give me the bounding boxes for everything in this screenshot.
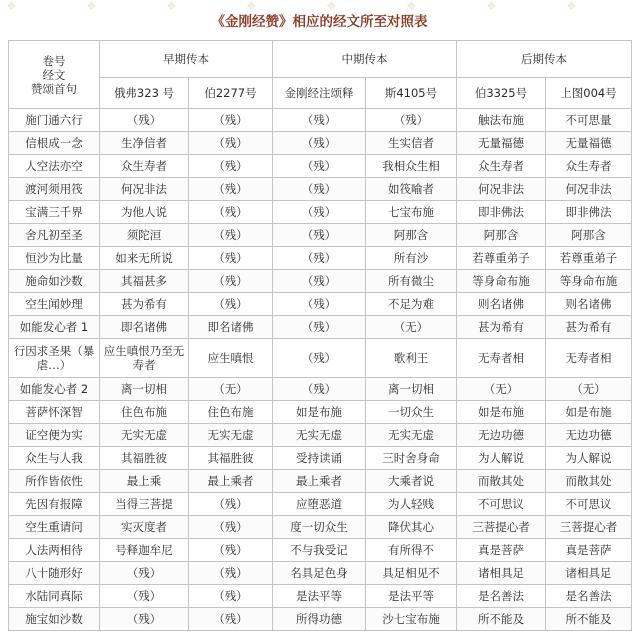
- manuscript-cell: （残）: [189, 516, 273, 539]
- manuscript-cell: 无实无虚: [366, 424, 457, 447]
- table-row: [9, 109, 632, 132]
- manuscript-cell: 阿那含: [366, 224, 457, 247]
- table-row: [9, 201, 632, 224]
- manuscript-cell: （残）: [273, 270, 366, 293]
- manuscript-cell: 所有微尘: [366, 270, 457, 293]
- manuscript-cell: 离一切相: [366, 378, 457, 401]
- verse-cell: 信根成一念: [9, 132, 100, 155]
- table-row: [9, 339, 632, 378]
- manuscript-cell: （残）: [273, 339, 366, 378]
- manuscript-cell: 诸相具足: [546, 562, 632, 585]
- manuscript-cell: （残）: [189, 493, 273, 516]
- manuscript-cell: 名具足色身: [273, 562, 366, 585]
- table-row: [9, 585, 632, 608]
- manuscript-cell: 无寿者相: [457, 339, 546, 378]
- manuscript-header: 俄弗323 号: [100, 78, 189, 109]
- manuscript-cell: 所得功德: [273, 608, 366, 631]
- manuscript-header: 斯4105号: [366, 78, 457, 109]
- manuscript-cell: 甚为希有: [457, 316, 546, 339]
- manuscript-cell: 无量福德: [546, 132, 632, 155]
- verse-cell: 舍凡初至圣: [9, 224, 100, 247]
- manuscript-cell: 号释迦牟尼: [100, 539, 189, 562]
- manuscript-cell: 生净信者: [100, 132, 189, 155]
- manuscript-cell: （残）: [366, 109, 457, 132]
- manuscript-cell: （无）: [189, 378, 273, 401]
- manuscript-cell: 无量福德: [457, 132, 546, 155]
- page-title: 《金刚经赞》相应的经文所至对照表: [211, 14, 428, 30]
- manuscript-cell: （无）: [546, 378, 632, 401]
- verse-cell: 人法两相待: [9, 539, 100, 562]
- table-row: [9, 224, 632, 247]
- manuscript-cell: 是法平等: [273, 585, 366, 608]
- manuscript-cell: 其福甚多: [100, 270, 189, 293]
- manuscript-cell: 是名善法: [546, 585, 632, 608]
- manuscript-header: 伯2277号: [189, 78, 273, 109]
- table-row: [9, 132, 632, 155]
- comparison-table: [8, 40, 632, 631]
- corner-label-juanhao: 卷号: [42, 53, 66, 68]
- manuscript-cell: 不可思议: [457, 493, 546, 516]
- verse-cell: 宝满三千界: [9, 201, 100, 224]
- manuscript-cell: 具足相见不: [366, 562, 457, 585]
- table-row: [9, 401, 632, 424]
- period-header-early: 早期传本: [100, 41, 273, 78]
- verse-cell: 施门通六行: [9, 109, 100, 132]
- manuscript-cell: （残）: [189, 109, 273, 132]
- manuscript-cell: 若尊重弟子: [546, 247, 632, 270]
- manuscript-cell: 不足为难: [366, 293, 457, 316]
- manuscript-cell: 其福胜彼: [189, 447, 273, 470]
- manuscript-cell: 即名诸佛: [100, 316, 189, 339]
- verse-cell: 如能发心者 1: [9, 316, 100, 339]
- manuscript-cell: 无边功德: [457, 424, 546, 447]
- manuscript-cell: 无实无虚: [273, 424, 366, 447]
- manuscript-cell: 如是布施: [273, 401, 366, 424]
- manuscript-cell: 若尊重弟子: [457, 247, 546, 270]
- manuscript-cell: （残）: [273, 293, 366, 316]
- manuscript-cell: 则名诸佛: [457, 293, 546, 316]
- manuscript-cell: 阿那含: [546, 224, 632, 247]
- manuscript-cell: 应堕恶道: [273, 493, 366, 516]
- manuscript-cell: （残）: [273, 132, 366, 155]
- manuscript-cell: 为人解说: [457, 447, 546, 470]
- manuscript-cell: 受持读诵: [273, 447, 366, 470]
- manuscript-cell: 即非佛法: [546, 201, 632, 224]
- table-row: [9, 293, 632, 316]
- manuscript-cell: （残）: [273, 316, 366, 339]
- manuscript-cell: （残）: [189, 608, 273, 631]
- manuscript-cell: 三菩提心者: [546, 516, 632, 539]
- manuscript-cell: 触法布施: [457, 109, 546, 132]
- ornament-icon: ❖: [486, 0, 497, 10]
- decorative-top-band: [0, 0, 639, 10]
- manuscript-cell: 即非佛法: [457, 201, 546, 224]
- ornament-icon: ❖: [326, 0, 337, 10]
- table-body: [9, 109, 632, 631]
- ornament-icon: ❖: [406, 0, 417, 10]
- manuscript-cell: 等身命布施: [457, 270, 546, 293]
- manuscript-cell: 应生嗔恨: [189, 339, 273, 378]
- manuscript-cell: 如是布施: [457, 401, 546, 424]
- manuscript-cell: （残）: [273, 109, 366, 132]
- table-row: [9, 470, 632, 493]
- manuscript-cell: 是名善法: [457, 585, 546, 608]
- manuscript-cell: 无边功德: [546, 424, 632, 447]
- manuscript-cell: 众生寿者: [457, 155, 546, 178]
- table-row: [9, 562, 632, 585]
- ornament-icon: ❖: [86, 0, 97, 10]
- table-row: [9, 155, 632, 178]
- manuscript-cell: （残）: [100, 109, 189, 132]
- verse-cell: 渡河须用筏: [9, 178, 100, 201]
- manuscript-cell: 沙七宝布施: [366, 608, 457, 631]
- manuscript-cell: 众生寿者: [546, 155, 632, 178]
- manuscript-cell: 歌利王: [366, 339, 457, 378]
- manuscript-cell: 真是菩萨: [546, 539, 632, 562]
- manuscript-cell: （残）: [189, 562, 273, 585]
- manuscript-cell: 所有沙: [366, 247, 457, 270]
- verse-cell: 空生闻妙理: [9, 293, 100, 316]
- manuscript-cell: 实灭度者: [100, 516, 189, 539]
- verse-cell: 人空法亦空: [9, 155, 100, 178]
- verse-cell: 施宝如沙数: [9, 608, 100, 631]
- ornament-icon: ❖: [246, 0, 257, 10]
- manuscript-cell: 无实无虚: [100, 424, 189, 447]
- manuscript-cell: （残）: [273, 155, 366, 178]
- manuscript-cell: （残）: [189, 247, 273, 270]
- manuscript-cell: 最上乘者: [273, 470, 366, 493]
- manuscript-cell: （残）: [189, 178, 273, 201]
- manuscript-cell: （残）: [189, 155, 273, 178]
- ornament-icon: ❖: [566, 0, 577, 10]
- verse-cell: 众生与人我: [9, 447, 100, 470]
- manuscript-cell: （残）: [189, 539, 273, 562]
- manuscript-cell: 众生寿者: [100, 155, 189, 178]
- corner-label-zansong: 赞颂首句: [31, 81, 77, 96]
- manuscript-cell: 应生嗔恨乃至无寿者: [100, 339, 189, 378]
- manuscript-cell: 则名诸佛: [546, 293, 632, 316]
- verse-cell: 行因求圣果（暴虐…）: [9, 339, 100, 378]
- manuscript-cell: 何况非法: [100, 178, 189, 201]
- manuscript-cell: 是法平等: [366, 585, 457, 608]
- table-row: [9, 539, 632, 562]
- table-row: [9, 316, 632, 339]
- manuscript-cell: 为人轻贱: [366, 493, 457, 516]
- manuscript-cell: （残）: [273, 201, 366, 224]
- manuscript-cell: 无寿者相: [546, 339, 632, 378]
- manuscript-cell: 住色布施: [100, 401, 189, 424]
- manuscript-cell: 为他人说: [100, 201, 189, 224]
- table-row: [9, 378, 632, 401]
- manuscript-cell: （残）: [273, 224, 366, 247]
- manuscript-cell: 而散其处: [457, 470, 546, 493]
- verse-cell: 恒沙为比量: [9, 247, 100, 270]
- manuscript-cell: 如是布施: [546, 401, 632, 424]
- manuscript-cell: 我相众生相: [366, 155, 457, 178]
- period-header-late: 后期传本: [457, 41, 632, 78]
- manuscript-cell: 如筏喻者: [366, 178, 457, 201]
- manuscript-cell: 真是菩萨: [457, 539, 546, 562]
- period-header-middle: 中期传本: [273, 41, 457, 78]
- manuscript-cell: 何况非法: [546, 178, 632, 201]
- manuscript-cell: 甚为希有: [100, 293, 189, 316]
- manuscript-cell: 三时舍身命: [366, 447, 457, 470]
- manuscript-header: 金刚经注颂释: [273, 78, 366, 109]
- header-row-periods: [9, 41, 632, 78]
- manuscript-cell: （残）: [189, 293, 273, 316]
- table-row: [9, 447, 632, 470]
- manuscript-cell: 度一切众生: [273, 516, 366, 539]
- manuscript-cell: （残）: [100, 585, 189, 608]
- verse-cell: 空生重请问: [9, 516, 100, 539]
- verse-cell: 八十随形好: [9, 562, 100, 585]
- manuscript-cell: 不与我受记: [273, 539, 366, 562]
- manuscript-cell: 离一切相: [100, 378, 189, 401]
- verse-cell: 先因有报障: [9, 493, 100, 516]
- table-row: [9, 270, 632, 293]
- manuscript-cell: 其福胜彼: [100, 447, 189, 470]
- manuscript-cell: （残）: [189, 132, 273, 155]
- manuscript-cell: 所不能及: [457, 608, 546, 631]
- manuscript-cell: 诸相具足: [457, 562, 546, 585]
- verse-cell: 如能发心者 2: [9, 378, 100, 401]
- verse-cell: 所作皆依性: [9, 470, 100, 493]
- verse-cell: 施命如沙数: [9, 270, 100, 293]
- manuscript-cell: 住色布施: [189, 401, 273, 424]
- manuscript-cell: 即名诸佛: [189, 316, 273, 339]
- manuscript-cell: 不可思量: [546, 109, 632, 132]
- manuscript-cell: 如来无所说: [100, 247, 189, 270]
- manuscript-cell: 无实无虚: [189, 424, 273, 447]
- manuscript-cell: 须陀洹: [100, 224, 189, 247]
- manuscript-cell: 所不能及: [546, 608, 632, 631]
- table-row: [9, 178, 632, 201]
- table-row: [9, 608, 632, 631]
- manuscript-cell: （残）: [189, 270, 273, 293]
- manuscript-cell: 七宝布施: [366, 201, 457, 224]
- manuscript-cell: 大乘者说: [366, 470, 457, 493]
- manuscript-cell: 而散其处: [546, 470, 632, 493]
- manuscript-cell: （残）: [189, 201, 273, 224]
- manuscript-cell: （残）: [273, 247, 366, 270]
- manuscript-cell: 当得三菩提: [100, 493, 189, 516]
- ornament-icon: ❖: [6, 0, 17, 10]
- manuscript-cell: 阿那含: [457, 224, 546, 247]
- manuscript-header: 伯3325号: [457, 78, 546, 109]
- table-row: [9, 516, 632, 539]
- manuscript-cell: （残）: [273, 378, 366, 401]
- manuscript-cell: 有所得不: [366, 539, 457, 562]
- manuscript-cell: 最上乘: [100, 470, 189, 493]
- verse-cell: 菩萨怀深智: [9, 401, 100, 424]
- manuscript-cell: （残）: [100, 562, 189, 585]
- manuscript-cell: （无）: [457, 378, 546, 401]
- manuscript-cell: 为人解说: [546, 447, 632, 470]
- manuscript-cell: 何况非法: [457, 178, 546, 201]
- manuscript-cell: 生实信者: [366, 132, 457, 155]
- manuscript-cell: 最上乘者: [189, 470, 273, 493]
- corner-header-cell: [9, 41, 100, 109]
- manuscript-cell: 不可思议: [546, 493, 632, 516]
- manuscript-cell: （无）: [366, 316, 457, 339]
- manuscript-header: 上图004号: [546, 78, 632, 109]
- manuscript-cell: 一切众生: [366, 401, 457, 424]
- corner-label-jingwen: 经文: [42, 67, 66, 82]
- manuscript-cell: （残）: [100, 608, 189, 631]
- ornament-icon: ❖: [166, 0, 177, 10]
- manuscript-cell: 三菩提心者: [457, 516, 546, 539]
- verse-cell: 证空便为实: [9, 424, 100, 447]
- table-row: [9, 493, 632, 516]
- manuscript-cell: 等身命布施: [546, 270, 632, 293]
- table-row: [9, 424, 632, 447]
- manuscript-cell: 降伏其心: [366, 516, 457, 539]
- header-row-manuscripts: [9, 78, 632, 109]
- manuscript-cell: （残）: [273, 178, 366, 201]
- manuscript-cell: （残）: [189, 224, 273, 247]
- manuscript-cell: （残）: [189, 585, 273, 608]
- table-row: [9, 247, 632, 270]
- verse-cell: 水陆同真际: [9, 585, 100, 608]
- manuscript-cell: 甚为希有: [546, 316, 632, 339]
